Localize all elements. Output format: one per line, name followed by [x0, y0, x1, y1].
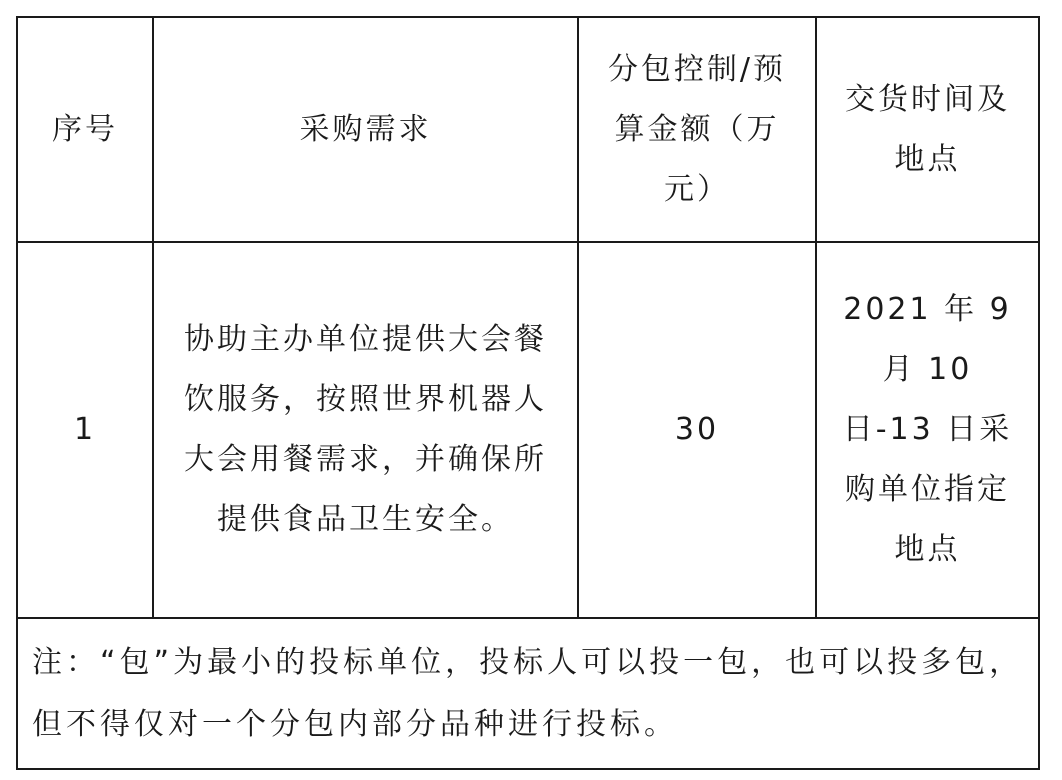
row-budget: 30 [578, 242, 816, 618]
row-requirement: 协助主办单位提供大会餐饮服务，按照世界机器人大会用餐需求，并确保所提供食品卫生安全。 [153, 242, 578, 618]
header-requirement: 采购需求 [153, 17, 578, 242]
header-index: 序号 [17, 17, 153, 242]
row-delivery: 2021 年 9 月 10 日-13 日采购单位指定地点 [816, 242, 1039, 618]
row-index: 1 [17, 242, 153, 618]
header-delivery: 交货时间及地点 [816, 17, 1039, 242]
header-row [17, 17, 1039, 242]
header-budget: 分包控制/预算金额（万元） [578, 17, 816, 242]
table-row [17, 242, 1039, 618]
procurement-table [16, 16, 1040, 770]
table-note: 注：“包”为最小的投标单位，投标人可以投一包，也可以投多包，但不得仅对一个分包内部分品种进行投标。 [17, 618, 1039, 769]
note-row [17, 618, 1039, 769]
